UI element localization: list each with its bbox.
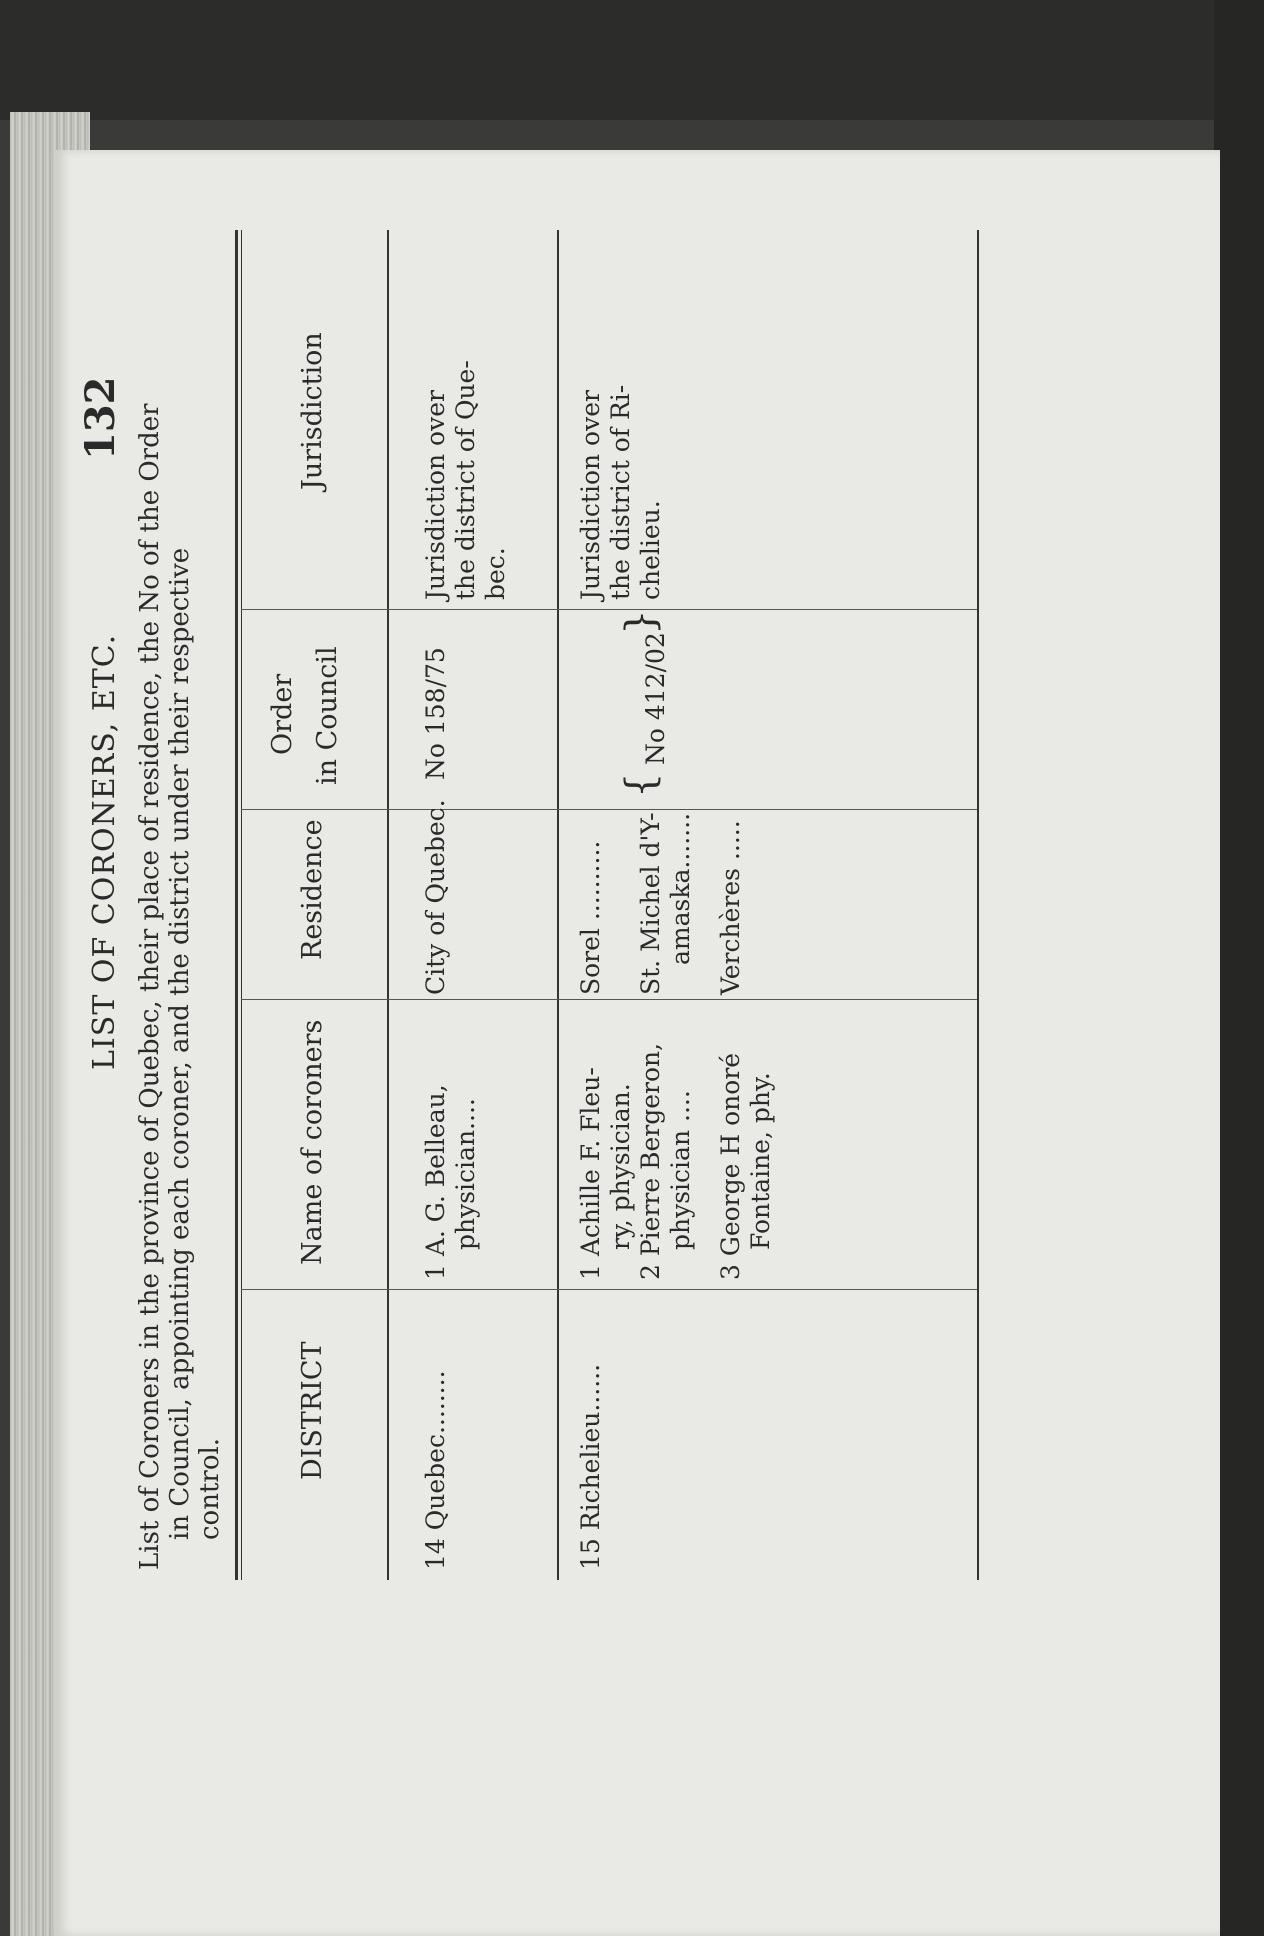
- header-order-2: in Council: [312, 646, 343, 785]
- column-separator: [241, 809, 977, 810]
- rotated-content: [57, 150, 1017, 1610]
- header-residence: Residence: [297, 819, 328, 960]
- caption-line: List of Coroners in the province of Quebec, their place of residence, the No of the Order: [135, 403, 165, 1570]
- coroner-name-cont: ry, physician.: [606, 1083, 635, 1250]
- header-bottom-rule: [387, 230, 389, 1580]
- table-bottom-rule: [977, 230, 979, 1580]
- residence: City of Quebec.: [421, 799, 450, 995]
- coroner-name: 3 George H onoré: [716, 1052, 745, 1280]
- residence: St. Michel d'Y-: [636, 812, 665, 995]
- scan-backdrop: [0, 0, 1264, 120]
- jurisdiction-cont: the district of Que-: [451, 360, 480, 600]
- header-order: Order: [267, 673, 298, 755]
- brace-right: }: [618, 609, 664, 635]
- scan-backdrop-right: [1214, 0, 1264, 1936]
- row-divider: [557, 230, 559, 1580]
- coroner-name-cont: physician....: [451, 1098, 480, 1250]
- row-district: 14 Quebec........: [421, 1370, 450, 1570]
- column-separator: [241, 609, 977, 610]
- row-district: 15 Richelieu......: [576, 1363, 605, 1570]
- book-page: [55, 150, 1220, 1936]
- header-district: DISTRICT: [297, 1341, 328, 1480]
- residence: Verchères .....: [716, 820, 745, 995]
- order-in-council: No 412/02: [641, 632, 670, 765]
- coroner-name-cont: Fontaine, phy.: [746, 1072, 775, 1250]
- brace-left: {: [618, 772, 664, 798]
- page-number: 132: [77, 376, 124, 460]
- column-separator: [241, 999, 977, 1000]
- table-caption: [135, 220, 225, 1570]
- jurisdiction-cont: bec.: [481, 547, 510, 600]
- jurisdiction: Jurisdiction over: [421, 390, 450, 600]
- coroner-name: 1 A. G. Belleau,: [421, 1084, 450, 1280]
- table-top-rule-thin: [241, 230, 242, 1580]
- table-top-rule: [235, 230, 238, 1580]
- header-name: Name of coroners: [297, 1019, 328, 1265]
- coroner-name: 2 Pierre Bergeron,: [636, 1042, 665, 1280]
- column-separator: [241, 1289, 977, 1290]
- running-head: LIST OF CORONERS, ETC.: [87, 633, 122, 1070]
- jurisdiction-cont: the district of Ri-: [606, 384, 635, 600]
- residence-cont: amaska.......: [666, 812, 695, 965]
- header-jurisdiction: Jurisdiction: [297, 332, 328, 490]
- caption-line: in Council, appointing each coroner, and the district under their respective: [165, 547, 195, 1540]
- order-in-council: No 158/75: [421, 647, 450, 780]
- coroner-name: 1 Achille F. Fleu-: [576, 1067, 605, 1280]
- residence: Sorel ..........: [576, 840, 605, 995]
- coroner-name-cont: physician ....: [666, 1090, 695, 1250]
- jurisdiction-cont: chelieu.: [636, 500, 665, 600]
- jurisdiction: Jurisdiction over: [576, 390, 605, 600]
- caption-line: control.: [195, 1437, 225, 1540]
